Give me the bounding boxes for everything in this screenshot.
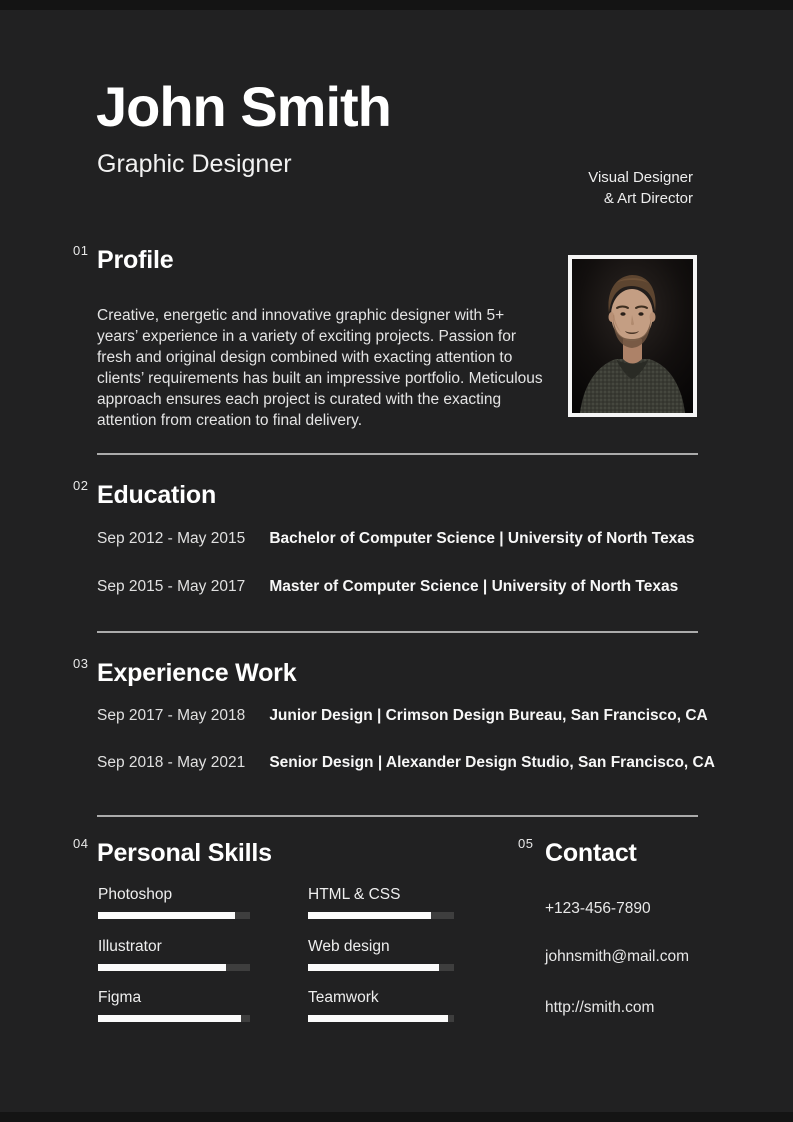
experience-section-number: 03 bbox=[73, 656, 89, 671]
education-degree: Master of Computer Science | University of North Texas bbox=[269, 578, 679, 595]
skill-bar-fill bbox=[308, 1015, 448, 1022]
top-border-band bbox=[0, 0, 793, 10]
skill-item bbox=[98, 886, 250, 919]
skill-bar bbox=[308, 964, 454, 971]
person-name: John Smith bbox=[96, 75, 391, 138]
experience-position: Senior Design | Alexander Design Studio, San Francisco, CA bbox=[269, 754, 715, 771]
contact-website: http://smith.com bbox=[545, 999, 655, 1016]
education-degree: Bachelor of Computer Science | University of North Texas bbox=[269, 530, 695, 547]
skill-item bbox=[98, 938, 250, 971]
skill-bar bbox=[308, 912, 454, 919]
skill-label: Web design bbox=[308, 938, 390, 955]
education-dates: Sep 2015 - May 2017 bbox=[97, 578, 246, 595]
skill-bar-fill bbox=[308, 964, 439, 971]
skill-item bbox=[308, 938, 454, 971]
experience-entry bbox=[97, 754, 717, 772]
section-divider bbox=[97, 815, 698, 817]
skill-bar-fill bbox=[98, 1015, 241, 1022]
skill-item bbox=[308, 989, 454, 1022]
experience-entry bbox=[97, 707, 717, 725]
experience-dates: Sep 2017 - May 2018 bbox=[97, 707, 246, 724]
education-dates: Sep 2012 - May 2015 bbox=[97, 530, 246, 547]
skill-bar bbox=[98, 964, 250, 971]
skill-label: Figma bbox=[98, 989, 142, 1006]
education-section-title: Education bbox=[97, 481, 217, 509]
tagline-line-1: Visual Designer bbox=[588, 169, 693, 186]
person-role: Graphic Designer bbox=[97, 150, 292, 178]
experience-position: Junior Design | Crimson Design Bureau, San Francisco, CA bbox=[269, 707, 708, 724]
skill-bar-fill bbox=[308, 912, 431, 919]
portrait-photo-illustration bbox=[572, 259, 693, 413]
profile-summary-text: Creative, energetic and innovative graphic designer with 5+ years’ experience in a variety of exciting projects. Passion for fresh and original design combined with exacting attention to clients’ requirements has built an impressive portfolio. Meticulous approach ensures each project is curated with the exacting attention from creation to final delivery. bbox=[97, 306, 543, 429]
skill-label: Illustrator bbox=[98, 938, 162, 955]
skill-item bbox=[98, 989, 250, 1022]
skill-bar bbox=[308, 1015, 454, 1022]
profile-section-title: Profile bbox=[97, 246, 174, 274]
contact-section-title: Contact bbox=[545, 839, 637, 867]
tagline bbox=[588, 167, 693, 209]
section-divider bbox=[97, 453, 698, 455]
skill-item bbox=[308, 886, 454, 919]
section-divider bbox=[97, 631, 698, 633]
skill-label: Teamwork bbox=[308, 989, 379, 1006]
skill-bar bbox=[98, 912, 250, 919]
experience-dates: Sep 2018 - May 2021 bbox=[97, 754, 246, 771]
skill-label: Photoshop bbox=[98, 886, 173, 903]
contact-section-number: 05 bbox=[518, 836, 534, 851]
education-entry bbox=[97, 578, 717, 596]
tagline-line-2: & Art Director bbox=[603, 190, 693, 207]
portrait-photo bbox=[568, 255, 697, 417]
skill-bar-fill bbox=[98, 912, 235, 919]
skill-bar bbox=[98, 1015, 250, 1022]
education-entry bbox=[97, 530, 717, 548]
skill-bar-fill bbox=[98, 964, 226, 971]
skill-label: HTML & CSS bbox=[308, 886, 401, 903]
contact-email: johnsmith@mail.com bbox=[545, 948, 690, 965]
contact-phone: +123-456-7890 bbox=[545, 900, 651, 917]
skills-section-title: Personal Skills bbox=[97, 839, 272, 867]
bottom-border-band bbox=[0, 1112, 793, 1122]
skills-section-number: 04 bbox=[73, 836, 89, 851]
profile-section-number: 01 bbox=[73, 243, 89, 258]
experience-section-title: Experience Work bbox=[97, 659, 297, 687]
education-section-number: 02 bbox=[73, 478, 89, 493]
